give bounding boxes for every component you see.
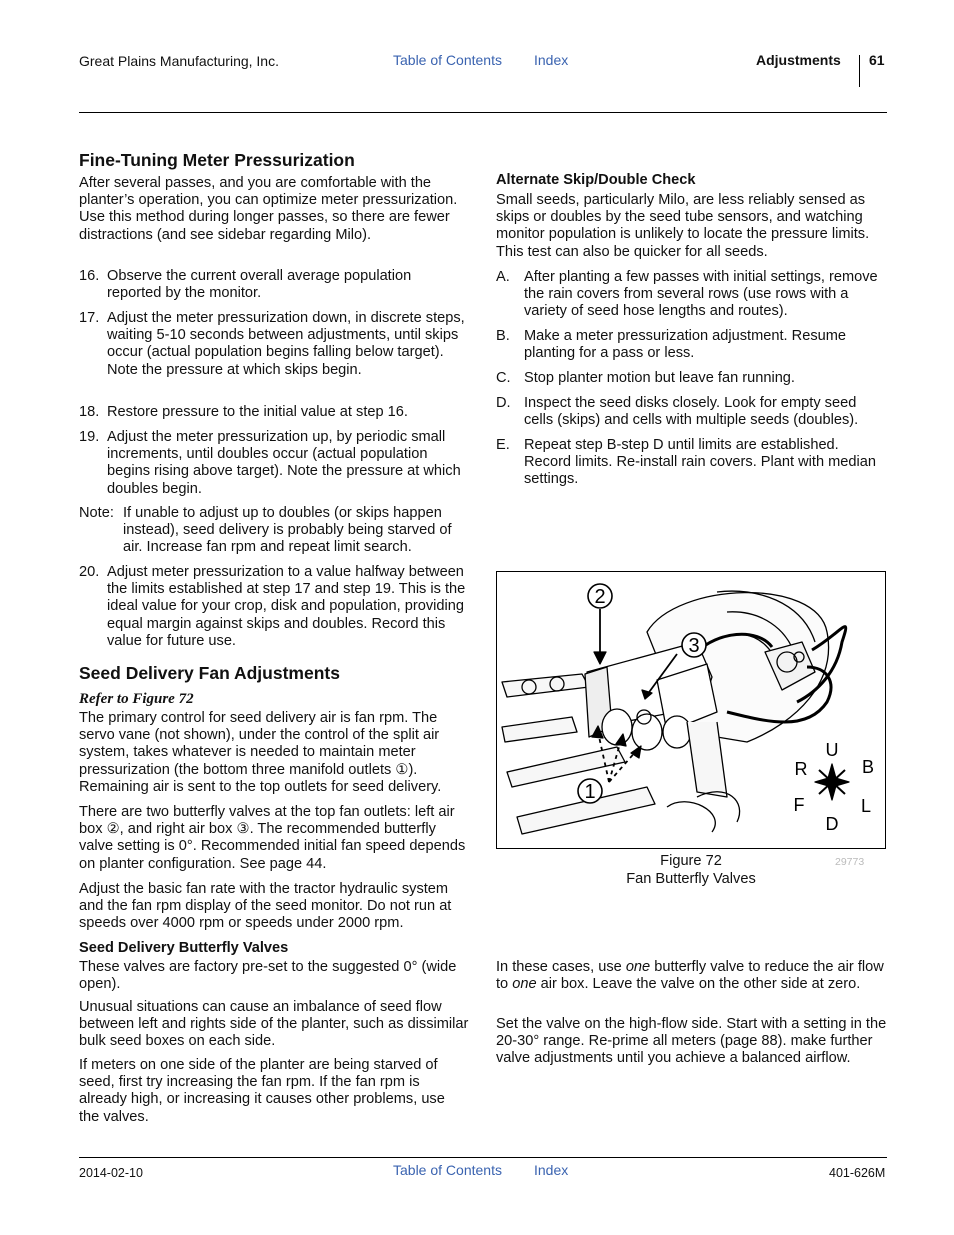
footer-toc-link[interactable]: Table of Contents	[393, 1162, 502, 1178]
figure-caption-number: Figure 72	[660, 853, 722, 869]
step-text: Make a meter pressurization adjustment. Resume planting for a pass or less.	[524, 328, 847, 362]
step-text: After planting a few passes with initial settings, remove the rain covers from several rows (use rows with a variety of seed hose lengths and routes).	[524, 269, 878, 320]
step-number: 16.	[79, 268, 100, 284]
paragraph: Small seeds, particularly Milo, are less reliably sensed as skips or doubles by the seed tube sensors, and watching monitor population is unlikely to locate the pressure limits. This test can also be quicker for all seeds.	[496, 192, 870, 260]
section-title-fine-tuning: Fine-Tuning Meter Pressurization	[79, 150, 355, 170]
paragraph: There are two butterfly valves at the top fan outlets: left air box ②, and right air box ③. The recommended butterfly valve setting is 0°. Recommended initial fan speed depends on planter configuration. See page 44.	[79, 804, 466, 872]
subsection-title-skip-double: Alternate Skip/Double Check	[496, 172, 696, 188]
step-number: 19.	[79, 429, 100, 445]
doc-number: 401-626M	[829, 1166, 886, 1180]
subsection-title-valves: Seed Delivery Butterfly Valves	[79, 940, 289, 956]
callout-3: 3	[688, 635, 700, 657]
page-number: 61	[869, 52, 885, 68]
step-text: Adjust the meter pressurization up, by periodic small increments, until doubles occur (actual population begins rising above target). Note the pressure at which doubles begin.	[107, 429, 461, 497]
step-number: 18.	[79, 404, 100, 420]
paragraph: Unusual situations can cause an imbalance of seed flow between left and rights side of the planter, such as dissimilar bulk seed boxes on each side.	[79, 999, 469, 1050]
note	[79, 505, 469, 559]
figure-reference: Refer to Figure 72	[79, 691, 194, 707]
step-letter: E.	[496, 437, 510, 453]
callout-1: 1	[584, 781, 596, 803]
callout-2: 2	[594, 586, 606, 608]
step-text: Adjust the meter pressurization down, in discrete steps, waiting 5-10 seconds between adjustments, until skips occur (actual population begins falling below target). Note the pressure at which skips begin.	[107, 310, 465, 378]
step-letter: A.	[496, 269, 510, 285]
step-text: Restore pressure to the initial value at step 16.	[107, 404, 408, 420]
section-name: Adjustments	[756, 52, 841, 68]
compass-up: U	[825, 740, 839, 760]
step-text: Repeat step B-step D until limits are established. Record limits. Re-install rain covers. Plant with median settings.	[524, 437, 876, 488]
paragraph: In these cases, use one butterfly valve to reduce the air flow to one air box. Leave the valve on the other side at zero.	[496, 959, 884, 993]
compass-front: F	[793, 795, 805, 815]
paragraph: If meters on one side of the planter are being starved of seed, first try increasing the fan rpm. If the fan rpm is already high, or increasing it causes other problems, use the valves.	[79, 1057, 445, 1125]
header-rule	[79, 112, 887, 113]
list-item	[496, 328, 888, 364]
footer-index-link[interactable]: Index	[534, 1162, 569, 1178]
step-letter: D.	[496, 395, 511, 411]
step-text: Stop planter motion but leave fan running.	[524, 370, 795, 386]
intro-paragraph: After several passes, and you are comfortable with the planter’s operation, you can optimize meter pressurization. Use this method during longer passes, so there are fewer distractions (and see sidebar regarding Milo).	[79, 175, 458, 243]
company-name: Great Plains Manufacturing, Inc.	[79, 53, 279, 69]
footer-date: 2014-02-10	[79, 1166, 143, 1180]
header-divider	[859, 55, 860, 87]
figure-72-frame	[496, 571, 886, 849]
list-item	[79, 404, 469, 424]
compass-back: B	[861, 757, 875, 777]
list-item	[496, 370, 888, 390]
compass-down: D	[825, 814, 839, 834]
list-item	[79, 268, 469, 304]
paragraph: Adjust the basic fan rate with the tractor hydraulic system and the fan rpm display of the seed monitor. Do not run at speeds over 4000 rpm or speeds under 2000 rpm.	[79, 881, 452, 932]
note-text: If unable to adjust up to doubles (or skips happen instead), seed delivery is probably being starved of air. Increase fan rpm and repeat limit search.	[123, 505, 452, 556]
step-letter: B.	[496, 328, 510, 344]
step-number: 17.	[79, 310, 100, 326]
step-number: 20.	[79, 564, 100, 580]
figure-caption-title: Fan Butterfly Valves	[626, 871, 756, 887]
fan-butterfly-valves-illustration	[497, 572, 886, 849]
paragraph: The primary control for seed delivery air is fan rpm. The servo vane (not shown), under the control of the split air system, takes whatever is needed to maintain meter pressurization (the bottom three manifold outlets ①). Remaining air is sent to the top outlets for seed delivery.	[79, 710, 442, 795]
compass-left: L	[860, 796, 872, 816]
list-item	[496, 437, 888, 491]
paragraph: These valves are factory pre-set to the suggested 0° (wide open).	[79, 959, 457, 993]
list-item	[79, 564, 469, 652]
step-letter: C.	[496, 370, 511, 386]
step-text: Observe the current overall average population reported by the monitor.	[107, 268, 412, 302]
list-item	[496, 395, 888, 431]
toc-link[interactable]: Table of Contents	[393, 52, 502, 68]
step-text: Inspect the seed disks closely. Look for empty seed cells (skips) and cells with multiple seeds (doubles).	[524, 395, 859, 429]
list-item	[79, 310, 469, 398]
section-title-fan: Seed Delivery Fan Adjustments	[79, 663, 340, 683]
figure-id: 29773	[835, 856, 865, 868]
note-label: Note:	[79, 505, 114, 521]
list-item	[496, 269, 888, 323]
index-link[interactable]: Index	[534, 52, 569, 68]
paragraph: Set the valve on the high-flow side. Start with a setting in the 20-30° range. Re-prime all meters (page 88). make further valve adjustments until you achieve a balanced airflow.	[496, 1016, 887, 1067]
list-item	[79, 429, 469, 499]
footer-rule	[79, 1157, 887, 1158]
compass-rear: R	[794, 759, 808, 779]
step-text: Adjust meter pressurization to a value halfway between the limits established at step 17 and step 19. This is the ideal value for your crop, disk and population, providing equal margin against skips and doubles. Record this value for future use.	[107, 564, 466, 649]
